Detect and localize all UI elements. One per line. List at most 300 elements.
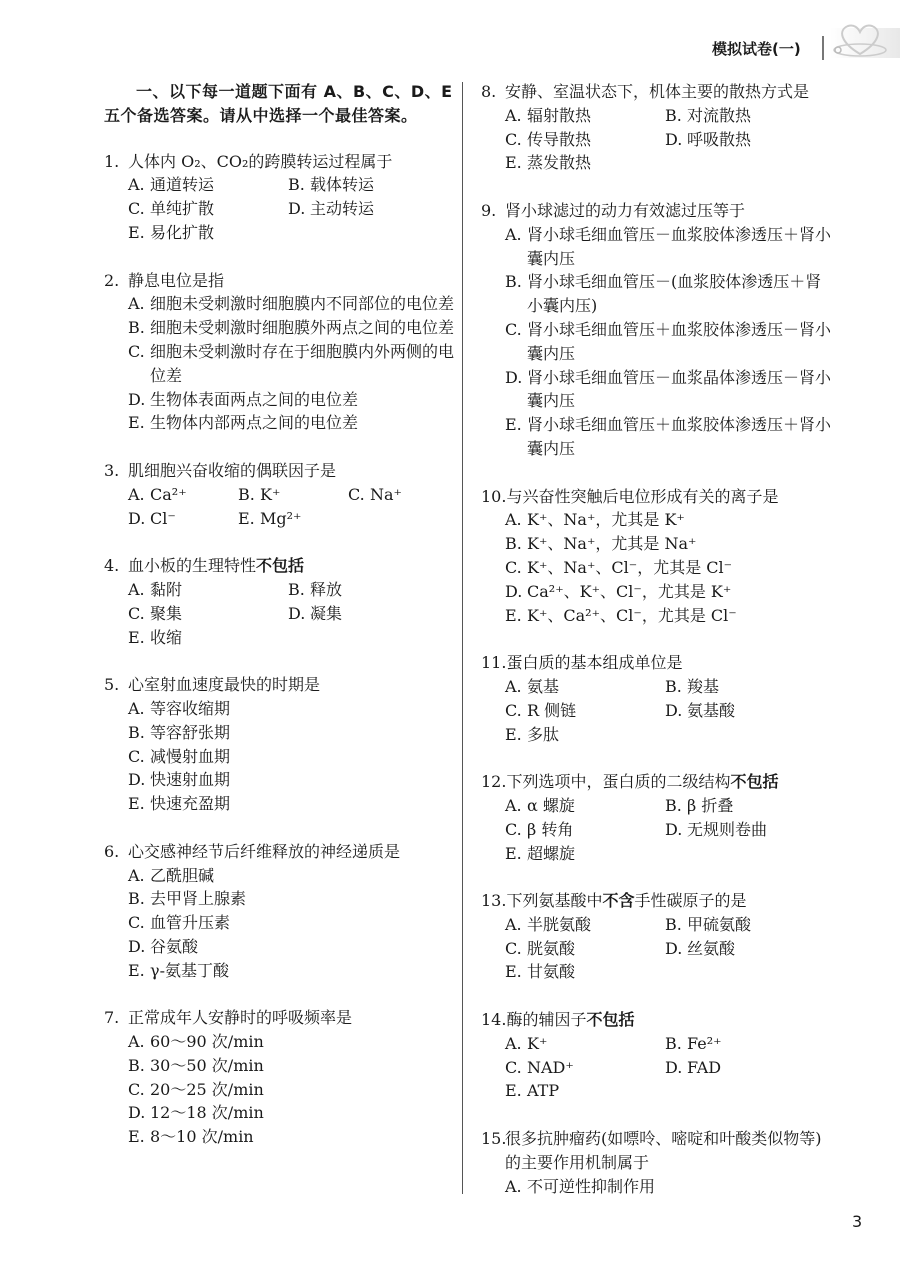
answer-option xyxy=(505,675,665,699)
option-text: Ca²⁺、K⁺、Cl⁻，尤其是 K⁺ xyxy=(527,581,732,601)
question xyxy=(104,673,454,816)
question-number: 15. xyxy=(481,1129,507,1149)
left-column xyxy=(104,80,454,1173)
option-letter: B. xyxy=(238,484,255,504)
answer-option xyxy=(288,602,448,626)
column-divider xyxy=(462,82,463,1194)
question xyxy=(481,651,831,746)
option-text: 蒸发散热 xyxy=(527,153,592,173)
option-letter: D. xyxy=(505,581,523,601)
running-header-title: 模拟试卷(一) xyxy=(712,40,801,58)
option-text: NAD⁺ xyxy=(527,1057,574,1077)
option-letter: A. xyxy=(505,1033,522,1053)
option-text: 减慢射血期 xyxy=(150,746,231,766)
question-text-part: 酶的辅因子 xyxy=(506,1010,587,1030)
answer-option xyxy=(505,1056,665,1080)
option-text: 等容收缩期 xyxy=(150,698,231,718)
option-text: R 侧链 xyxy=(527,700,577,720)
question-text-part: 人体内 O₂、CO₂的跨膜转运过程属于 xyxy=(128,151,393,171)
answer-option xyxy=(665,1056,825,1080)
question-text xyxy=(128,554,304,578)
question-stem xyxy=(104,673,454,697)
question xyxy=(104,150,454,245)
question-stem xyxy=(104,150,454,174)
question xyxy=(104,1006,454,1149)
answer-option xyxy=(665,818,825,842)
option-text: 通道转运 xyxy=(150,175,215,195)
answer-option xyxy=(505,366,831,414)
option-letter: C. xyxy=(128,603,145,623)
option-text: 去甲肾上腺素 xyxy=(150,889,247,909)
option-text: 无规则卷曲 xyxy=(687,819,768,839)
question-stem xyxy=(481,651,831,675)
option-text: 载体转运 xyxy=(310,175,375,195)
question-emphasis: 不包括 xyxy=(256,556,305,576)
option-letter: A. xyxy=(505,510,522,530)
question-number: 7. xyxy=(104,1008,120,1028)
option-letter: E. xyxy=(128,627,145,647)
option-letter: D. xyxy=(128,508,146,528)
option-letter: E. xyxy=(505,843,522,863)
option-text: Cl⁻ xyxy=(150,508,176,528)
answer-option xyxy=(128,197,288,221)
question-stem xyxy=(481,889,831,913)
option-letter: C. xyxy=(128,341,145,361)
option-letter: B. xyxy=(288,175,305,195)
option-text: 细胞未受刺激时细胞膜内不同部位的电位差 xyxy=(150,294,455,314)
question-text xyxy=(128,150,392,174)
question-text xyxy=(505,80,809,104)
option-text: 肾小球毛细血管压＋血浆胶体渗透压＋肾小囊内压 xyxy=(527,415,832,458)
option-text: Fe²⁺ xyxy=(687,1033,722,1053)
question-text-part: 血小板的生理特性 xyxy=(128,556,257,576)
option-text: 黏附 xyxy=(150,579,183,599)
answer-option xyxy=(665,794,825,818)
answer-option xyxy=(505,1079,665,1103)
option-letter: A. xyxy=(128,175,145,195)
question-number: 14. xyxy=(481,1010,507,1030)
option-text: 释放 xyxy=(310,579,343,599)
option-text: 60～90 次/min xyxy=(150,1032,264,1052)
option-letter: C. xyxy=(505,819,522,839)
answer-options xyxy=(104,578,454,649)
answer-option xyxy=(128,1078,454,1102)
right-column xyxy=(481,80,831,1222)
answer-option xyxy=(128,697,454,721)
option-letter: E. xyxy=(505,415,522,435)
answer-options xyxy=(481,223,831,461)
option-text: 半胱氨酸 xyxy=(527,914,592,934)
answer-option xyxy=(128,864,454,888)
question xyxy=(481,80,831,175)
option-text: 肾小球毛细血管压－血浆晶体渗透压－肾小囊内压 xyxy=(527,367,832,411)
option-letter: C. xyxy=(128,746,145,766)
question-number: 11. xyxy=(481,653,507,673)
answer-options xyxy=(104,697,454,816)
question xyxy=(481,485,831,628)
option-letter: D. xyxy=(128,1103,146,1123)
answer-option xyxy=(128,483,238,507)
question-emphasis: 不包括 xyxy=(586,1010,635,1030)
answer-option xyxy=(505,223,831,271)
option-text: ATP xyxy=(527,1081,560,1101)
option-text: 呼吸散热 xyxy=(687,129,752,149)
question-number: 3. xyxy=(104,460,120,480)
option-letter: E. xyxy=(128,222,145,242)
answer-option xyxy=(288,173,448,197)
answer-option xyxy=(505,151,665,175)
option-letter: E. xyxy=(128,794,145,814)
question-stem xyxy=(481,199,831,223)
answer-option xyxy=(128,292,454,316)
answer-option xyxy=(505,723,665,747)
option-text: K⁺、Na⁺，尤其是 Na⁺ xyxy=(527,534,697,554)
answer-options xyxy=(481,794,831,865)
option-text: K⁺、Na⁺，尤其是 K⁺ xyxy=(527,510,685,530)
option-letter: E. xyxy=(128,1127,145,1147)
option-text: 胱氨酸 xyxy=(527,938,576,958)
answer-option xyxy=(505,699,665,723)
option-letter: D. xyxy=(128,936,146,956)
option-letter: A. xyxy=(128,865,145,885)
option-text: γ-氨基丁酸 xyxy=(150,960,229,980)
option-text: 单纯扩散 xyxy=(150,199,215,219)
question xyxy=(481,1127,831,1198)
option-text: 快速射血期 xyxy=(150,770,231,790)
question xyxy=(481,889,831,984)
answer-option xyxy=(128,602,288,626)
option-text: β 转角 xyxy=(527,819,574,839)
answer-option xyxy=(505,128,665,152)
option-text: 凝集 xyxy=(310,603,343,623)
question-number: 4. xyxy=(104,556,120,576)
answer-options xyxy=(481,508,831,627)
answer-option xyxy=(505,794,665,818)
option-text: 生物体内部两点之间的电位差 xyxy=(150,413,359,433)
answer-option xyxy=(505,508,831,532)
question-text-part: 蛋白质的基本组成单位是 xyxy=(506,653,683,673)
option-letter: E. xyxy=(238,508,255,528)
answer-option xyxy=(288,578,448,602)
option-text: α 螺旋 xyxy=(527,795,575,815)
question-stem xyxy=(104,459,454,483)
option-text: 不可逆性抑制作用 xyxy=(527,1176,656,1196)
option-letter: A. xyxy=(505,224,522,244)
option-text: 8～10 次/min xyxy=(150,1127,254,1147)
answer-option xyxy=(505,1032,665,1056)
option-text: 细胞未受刺激时细胞膜外两点之间的电位差 xyxy=(150,318,455,338)
option-letter: A. xyxy=(128,294,145,314)
question-stem xyxy=(104,840,454,864)
option-text: K⁺、Ca²⁺、Cl⁻，尤其是 Cl⁻ xyxy=(527,605,737,625)
question-text xyxy=(128,459,336,483)
option-letter: A. xyxy=(128,484,145,504)
answer-options xyxy=(104,483,454,531)
question xyxy=(104,269,454,436)
answer-option xyxy=(128,173,288,197)
option-text: 肾小球毛细血管压－(血浆胶体渗透压＋肾小囊内压) xyxy=(527,272,822,316)
option-text: 快速充盈期 xyxy=(150,794,231,814)
answer-option xyxy=(505,604,831,628)
question-stem xyxy=(104,269,454,293)
option-text: 甘氨酸 xyxy=(527,962,576,982)
question-number: 10. xyxy=(481,486,507,506)
option-letter: A. xyxy=(128,579,145,599)
question-text-part: 肾小球滤过的动力有效滤过压等于 xyxy=(505,200,746,220)
answer-option xyxy=(128,316,454,340)
option-text: Ca²⁺ xyxy=(150,484,187,504)
answer-options xyxy=(481,104,831,175)
option-letter: B. xyxy=(665,795,682,815)
question-text-part: 与兴奋性突触后电位形成有关的离子是 xyxy=(506,486,779,506)
option-text: 肾小球毛细血管压－血浆胶体渗透压＋肾小囊内压 xyxy=(527,224,832,268)
question-number: 12. xyxy=(481,772,507,792)
option-letter: B. xyxy=(128,1055,145,1075)
answer-options xyxy=(104,173,454,244)
option-text: 氨基 xyxy=(527,676,560,696)
option-letter: B. xyxy=(665,1033,682,1053)
answer-option xyxy=(665,675,825,699)
answer-option xyxy=(128,388,454,412)
option-text: 羧基 xyxy=(687,676,720,696)
answer-options xyxy=(481,913,831,984)
option-letter: D. xyxy=(505,367,523,387)
question xyxy=(104,840,454,983)
option-letter: B. xyxy=(505,272,522,292)
question-text xyxy=(128,1006,352,1030)
option-letter: E. xyxy=(505,724,522,744)
option-text: 30～50 次/min xyxy=(150,1055,264,1075)
question xyxy=(104,554,454,649)
option-text: 多肽 xyxy=(527,724,560,744)
question-stem xyxy=(481,1127,831,1175)
option-text: 辐射散热 xyxy=(527,105,592,125)
option-text: K⁺、Na⁺、Cl⁻，尤其是 Cl⁻ xyxy=(527,557,733,577)
question-text-part: 心交感神经节后纤维释放的神经递质是 xyxy=(128,841,401,861)
question-text-part: 肌细胞兴奋收缩的偶联因子是 xyxy=(128,460,337,480)
answer-option xyxy=(505,104,665,128)
answer-option xyxy=(128,745,454,769)
question-stem xyxy=(481,80,831,104)
option-letter: A. xyxy=(505,1176,522,1196)
answer-options xyxy=(104,864,454,983)
option-letter: C. xyxy=(128,199,145,219)
option-text: β 折叠 xyxy=(687,795,734,815)
option-text: 生物体表面两点之间的电位差 xyxy=(150,389,359,409)
answer-option xyxy=(128,959,454,983)
option-letter: D. xyxy=(665,1057,683,1077)
option-letter: B. xyxy=(665,914,682,934)
option-text: 易化扩散 xyxy=(150,222,215,242)
option-text: K⁺ xyxy=(260,484,281,504)
option-letter: E. xyxy=(505,962,522,982)
option-text: 丝氨酸 xyxy=(687,938,736,958)
option-letter: D. xyxy=(665,700,683,720)
question-text xyxy=(506,1008,634,1032)
question-text xyxy=(505,199,745,223)
answer-option xyxy=(665,104,825,128)
option-letter: C. xyxy=(128,913,145,933)
answer-option xyxy=(238,483,348,507)
question-text xyxy=(128,269,224,293)
option-text: 氨基酸 xyxy=(687,700,736,720)
option-letter: D. xyxy=(665,819,683,839)
question-list-left xyxy=(104,150,454,1149)
question-emphasis: 不包括 xyxy=(730,772,779,792)
question-number: 5. xyxy=(104,675,120,695)
option-text: 收缩 xyxy=(150,627,183,647)
option-letter: E. xyxy=(128,960,145,980)
option-letter: B. xyxy=(505,534,522,554)
question-text-part: 下列选项中，蛋白质的二级结构 xyxy=(506,772,731,792)
question-number: 8. xyxy=(481,82,497,101)
option-text: 等容舒张期 xyxy=(150,722,231,742)
option-letter: D. xyxy=(665,129,683,149)
answer-option xyxy=(505,556,831,580)
answer-option xyxy=(128,1054,454,1078)
answer-option xyxy=(128,411,454,435)
option-letter: D. xyxy=(665,938,683,958)
answer-option xyxy=(348,483,458,507)
question-text xyxy=(506,889,746,913)
answer-option xyxy=(665,128,825,152)
answer-option xyxy=(505,580,831,604)
question-text-part: 很多抗肿瘤药(如嘌呤、嘧啶和叶酸类似物等)的主要作用机制属于 xyxy=(505,1129,822,1172)
question-stem xyxy=(481,770,831,794)
option-text: FAD xyxy=(687,1057,722,1077)
question-text xyxy=(505,1127,831,1175)
option-letter: E. xyxy=(505,605,522,625)
option-letter: E. xyxy=(505,1081,522,1101)
question-text xyxy=(506,651,682,675)
answer-option xyxy=(128,792,454,816)
answer-option xyxy=(288,197,448,221)
question-text-part: 下列氨基酸中 xyxy=(506,891,603,911)
option-text: 超螺旋 xyxy=(527,843,576,863)
option-text: 甲硫氨酸 xyxy=(687,914,752,934)
option-letter: A. xyxy=(505,914,522,934)
option-letter: D. xyxy=(288,603,306,623)
option-text: 对流散热 xyxy=(687,105,752,125)
question-list-right xyxy=(481,80,831,1198)
option-letter: E. xyxy=(128,413,145,433)
option-text: 聚集 xyxy=(150,603,183,623)
option-letter: B. xyxy=(665,105,682,125)
option-text: 20～25 次/min xyxy=(150,1079,264,1099)
option-letter: B. xyxy=(128,722,145,742)
option-letter: C. xyxy=(505,557,522,577)
option-text: Na⁺ xyxy=(370,484,402,504)
answer-option xyxy=(128,578,288,602)
question-text xyxy=(506,485,778,509)
answer-option xyxy=(128,626,288,650)
option-text: Mg²⁺ xyxy=(260,508,302,528)
option-letter: A. xyxy=(505,795,522,815)
answer-option xyxy=(505,1175,831,1199)
answer-option xyxy=(505,318,831,366)
option-letter: B. xyxy=(128,318,145,338)
answer-option xyxy=(128,507,238,531)
question xyxy=(481,1008,831,1103)
option-text: 主动转运 xyxy=(310,199,375,219)
answer-option xyxy=(128,1125,454,1149)
answer-option xyxy=(665,913,825,937)
option-letter: A. xyxy=(505,105,522,125)
answer-options xyxy=(481,1175,831,1199)
option-text: 谷氨酸 xyxy=(150,936,199,956)
answer-option xyxy=(505,270,831,318)
answer-option xyxy=(128,340,454,388)
option-text: 12～18 次/min xyxy=(150,1103,264,1123)
option-text: K⁺ xyxy=(527,1033,548,1053)
question-text-part: 安静、室温状态下，机体主要的散热方式是 xyxy=(505,82,810,101)
answer-option xyxy=(128,721,454,745)
answer-option xyxy=(665,1032,825,1056)
option-text: 细胞未受刺激时存在于细胞膜内外两侧的电位差 xyxy=(150,341,455,385)
question-text-part: 心室射血速度最快的时期是 xyxy=(128,675,321,695)
option-letter: D. xyxy=(288,199,306,219)
page-number: 3 xyxy=(852,1212,863,1231)
answer-option xyxy=(505,818,665,842)
answer-option xyxy=(128,768,454,792)
answer-option xyxy=(128,935,454,959)
answer-option xyxy=(128,1101,454,1125)
heart-stethoscope-logo-icon xyxy=(830,20,890,60)
option-text: 血管升压素 xyxy=(150,913,231,933)
option-letter: C. xyxy=(505,129,522,149)
answer-option xyxy=(505,937,665,961)
option-letter: A. xyxy=(128,698,145,718)
option-letter: D. xyxy=(128,389,146,409)
question xyxy=(481,199,831,461)
header-divider xyxy=(822,36,824,60)
question-text-part: 手性碳原子的是 xyxy=(634,891,747,911)
answer-option xyxy=(505,532,831,556)
answer-options xyxy=(104,292,454,435)
option-letter: A. xyxy=(505,676,522,696)
section-instruction: 一、以下每一道题下面有 A、B、C、D、E 五个备选答案。请从中选择一个最佳答案。 xyxy=(104,82,453,125)
answer-option xyxy=(128,221,288,245)
answer-option xyxy=(505,413,831,461)
answer-option xyxy=(665,937,825,961)
question-number: 1. xyxy=(104,151,120,171)
option-letter: B. xyxy=(128,889,145,909)
question-text xyxy=(506,770,778,794)
option-letter: C. xyxy=(505,319,522,339)
question-number: 6. xyxy=(104,841,120,861)
answer-option xyxy=(505,960,665,984)
answer-option xyxy=(128,1030,454,1054)
answer-options xyxy=(481,675,831,746)
question-stem xyxy=(481,1008,831,1032)
option-letter: C. xyxy=(348,484,365,504)
question-stem xyxy=(104,1006,454,1030)
answer-options xyxy=(104,1030,454,1149)
answer-options xyxy=(481,1032,831,1103)
question-text-part: 静息电位是指 xyxy=(128,270,225,290)
option-letter: C. xyxy=(505,938,522,958)
question-text xyxy=(128,840,400,864)
option-letter: C. xyxy=(128,1079,145,1099)
option-letter: C. xyxy=(505,1057,522,1077)
question-number: 9. xyxy=(481,200,497,220)
option-letter: D. xyxy=(128,770,146,790)
option-letter: B. xyxy=(288,579,305,599)
question-stem xyxy=(481,485,831,509)
answer-option xyxy=(505,913,665,937)
answer-option xyxy=(238,507,348,531)
option-text: 肾小球毛细血管压＋血浆胶体渗透压－肾小囊内压 xyxy=(527,319,832,363)
